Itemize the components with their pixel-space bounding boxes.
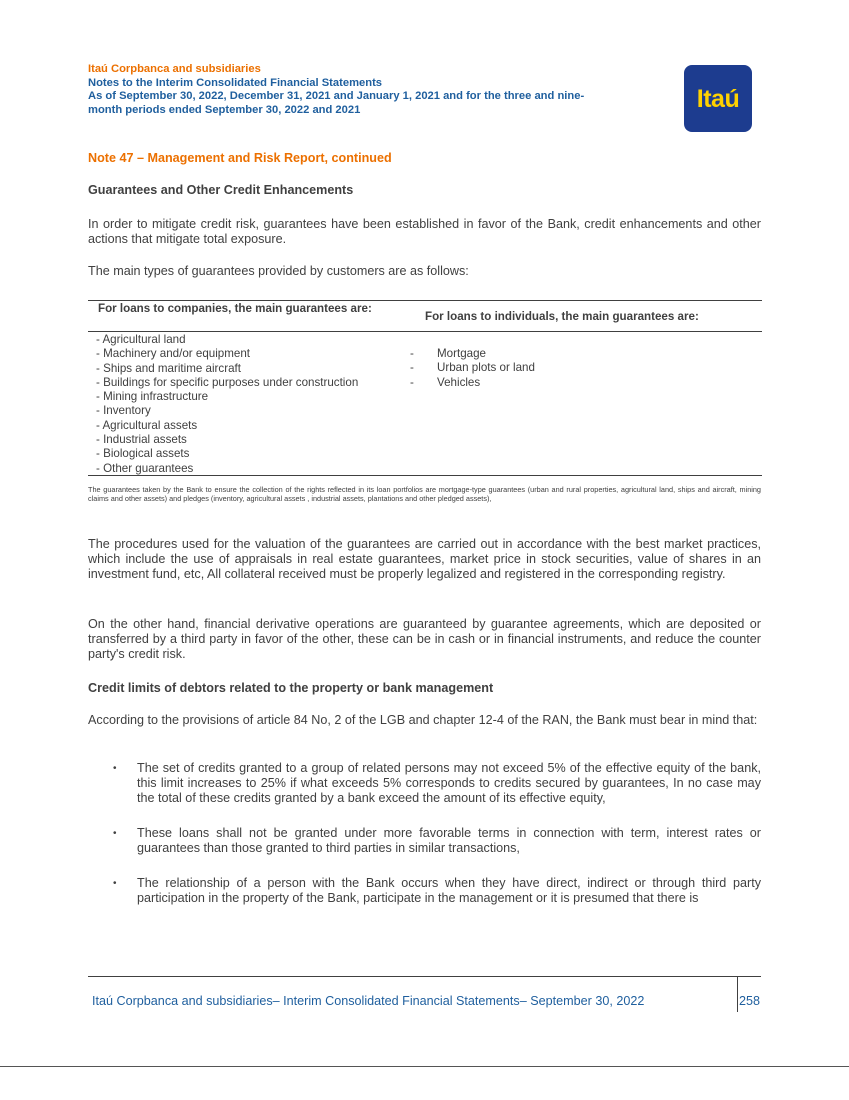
bullet-icon: • xyxy=(113,763,117,774)
note-title: Note 47 – Management and Risk Report, continued xyxy=(88,151,392,165)
list-item: - Agricultural assets xyxy=(96,418,198,432)
list-dash: - xyxy=(410,361,414,375)
header-line-4: month periods ended September 30, 2022 and 2021 xyxy=(88,103,361,116)
section-heading-credit-limits: Credit limits of debtors related to the property or bank management xyxy=(88,681,494,695)
table-header-rule xyxy=(88,331,762,332)
page-number: 258 xyxy=(739,994,761,1008)
header-company: Itaú Corpbanca and subsidiaries xyxy=(88,63,261,75)
list-item-text: Urban plots or land xyxy=(437,361,535,375)
footer-text: Itaú Corpbanca and subsidiaries– Interim Consolidated Financial Statements– September 30, 2022 xyxy=(92,994,645,1008)
list-item: - Inventory xyxy=(96,404,151,418)
list-item xyxy=(410,376,535,390)
list-item-text: Mortgage xyxy=(437,347,486,360)
table-header-companies: For loans to companies, the main guarantees are: xyxy=(98,302,372,315)
list-item: - Machinery and/or equipment xyxy=(96,347,251,361)
bullet-text: The relationship of a person with the Bank occurs when they have direct, indirect or through third party participation in the property of the Bank, participate in the management or it is presumed that there is xyxy=(137,876,761,905)
table-bottom-rule xyxy=(88,475,762,476)
header-line-3: As of September 30, 2022, December 31, 2021 and January 1, 2021 and for the three and nine- xyxy=(88,90,585,103)
list-item: - Biological assets xyxy=(96,447,190,461)
section-heading-guarantees: Guarantees and Other Credit Enhancements xyxy=(88,183,354,197)
list-item-text: Vehicles xyxy=(437,375,481,389)
list-item: - Mining infrastructure xyxy=(96,390,209,404)
paragraph-lgb-provisions: According to the provisions of article 84 No, 2 of the LGB and chapter 12-4 of the RAN, the Bank must bear in mind that: xyxy=(88,713,758,727)
list-item: - Agricultural land xyxy=(96,333,186,346)
list-item: - Other guarantees xyxy=(96,461,194,475)
list-item xyxy=(410,347,535,361)
bullet-icon: • xyxy=(113,828,117,839)
table-top-rule xyxy=(88,300,762,301)
list-dash: - xyxy=(410,347,414,360)
list-item: - Industrial assets xyxy=(96,433,187,447)
footer-separator xyxy=(737,976,738,1012)
companies-guarantees-list xyxy=(96,333,358,476)
header-line-2: Notes to the Interim Consolidated Financial Statements xyxy=(88,76,383,89)
footer-rule xyxy=(88,976,761,977)
bullet-text: These loans shall not be granted under more favorable terms in connection with term, interest rates or guarantees than those granted to third parties in similar transactions, xyxy=(137,826,761,855)
list-item: - Ships and maritime aircraft xyxy=(96,361,241,375)
page-bottom-edge xyxy=(0,1066,849,1067)
list-item xyxy=(410,361,535,375)
bullet-text: The set of credits granted to a group of related persons may not exceed 5% of the effective equity of the bank, this limit increases to 25% if what exceeds 5% corresponds to credits secured by guarantees, In no case may the total of these credits granted by a bank exceed the amount of its effective equity, xyxy=(137,761,761,805)
list-item: - Buildings for specific purposes under construction xyxy=(96,375,359,389)
table-footnote: The guarantees taken by the Bank to ensure the collection of the rights reflected in its loan portfolios are mortgage-type guarantees (urban and rural properties, agricultural land, ships and aircraft, mining claims and other assets) and pledges (inventory, agricultural assets , industrial assets, plantations and other pledged assets), xyxy=(88,485,761,504)
bullet-icon: • xyxy=(113,878,117,889)
paragraph-mitigate-credit-risk: In order to mitigate credit risk, guarantees have been established in favor of the Bank, credit enhancements and other actions that mitigate total exposure. xyxy=(88,217,761,246)
list-dash: - xyxy=(410,375,414,389)
individuals-guarantees-list xyxy=(410,347,535,390)
paragraph-derivative-operations: On the other hand, financial derivative operations are guaranteed by guarantee agreements, which are deposited or transferred by a third party in favor of the other, these can be in cash or in financial instruments, and reduce the counter party's credit risk. xyxy=(88,617,761,661)
document-header xyxy=(88,63,668,117)
paragraph-valuation-procedures: The procedures used for the valuation of the guarantees are carried out in accordance with the best market practices, which include the use of appraisals in real estate guarantees, market price in stock securities, value of shares in an investment fund, etc, All collateral received must be properly legalized and registered in the corresponding registry. xyxy=(88,537,761,581)
table-header-individuals: For loans to individuals, the main guarantees are: xyxy=(425,310,699,323)
logo-text: Itaú xyxy=(696,85,740,113)
paragraph-main-types: The main types of guarantees provided by customers are as follows: xyxy=(88,264,469,278)
itau-logo xyxy=(684,65,752,132)
